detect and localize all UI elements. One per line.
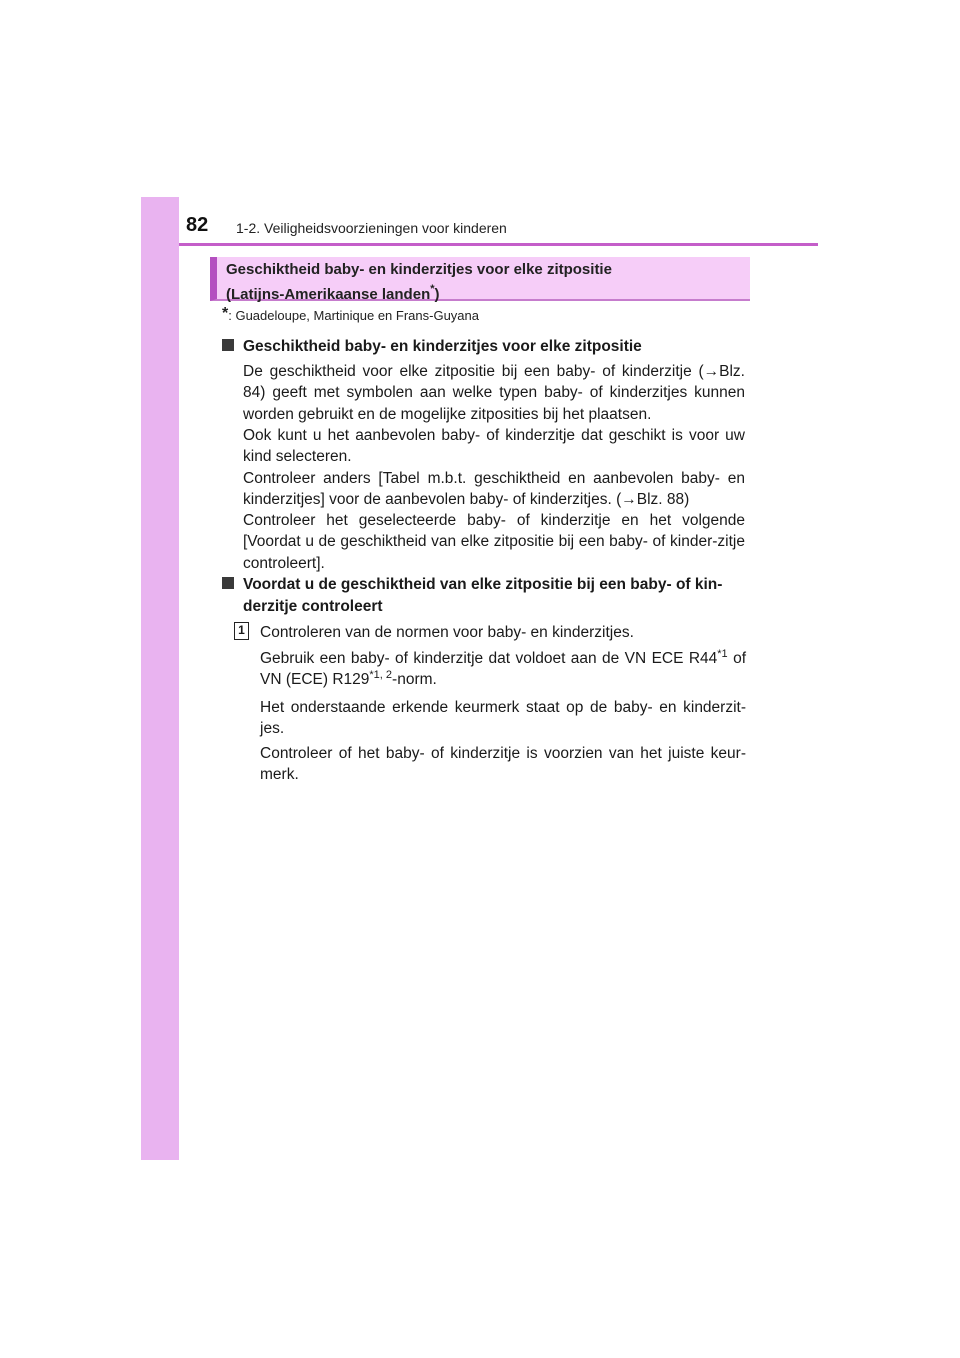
footnote-star: *: [222, 305, 229, 322]
step-paragraph: Het onderstaande erkende keurmerk staat op de baby- en kinderzit-jes.: [260, 699, 746, 738]
section-heading-geschiktheid: [222, 336, 746, 358]
step-text: -norm.: [392, 671, 437, 689]
page-number: 82: [186, 214, 209, 236]
step-text: Gebruik een baby- of kinderzitje dat voldoet aan de VN ECE R44: [260, 650, 718, 667]
paragraph: Controleer het geselecteerde baby- of kinderzitje en het volgende [Voordat u de geschiktheid van elke zitpositie bij een baby- of kinder-zitje controleert].: [243, 512, 745, 572]
step-title: Controleren van de normen voor baby- en kinderzitjes.: [260, 624, 634, 641]
paragraph: Controleer anders [Tabel m.b.t. geschiktheid en aanbevolen baby- en kinderzitjes] voor de aanbevolen baby- of kinderzitjes. (→Blz. 88): [243, 470, 745, 509]
chapter-title: 1-2. Veiligheidsvoorzieningen voor kinderen: [236, 220, 507, 236]
banner-footnote-star: *: [430, 283, 435, 295]
step-paragraph-standards: [260, 648, 746, 691]
step-paragraph: Controleer of het baby- of kinderzitje is voorzien van het juiste keur-merk.: [260, 745, 746, 784]
banner-title-line1: Geschiktheid baby- en kinderzitjes voor elke zitpositie: [226, 261, 612, 278]
section-heading-text: Geschiktheid baby- en kinderzitjes voor elke zitpositie: [243, 338, 642, 355]
section-banner: [210, 257, 750, 301]
paragraph: Ook kunt u het aanbevolen baby- of kinderzitje dat geschikt is voor uw kind selecteren.: [243, 427, 745, 466]
paragraph: De geschiktheid voor elke zitpositie bij een baby- of kinderzitje (→Blz. 84) geeft met symbolen aan welke typen baby- of kinderzitjes kunnen worden gebruikt en de mogelijke zitposities bij het plaatsen.: [243, 363, 745, 423]
header-divider: [179, 243, 818, 246]
chapter-sidebar-tab: [141, 197, 179, 1160]
footnote-ref: *1, 2: [369, 669, 393, 682]
banner-line2-text: (Latijns-Amerikaanse landen: [226, 286, 431, 303]
footnote-ref: *1: [717, 647, 728, 660]
square-bullet-icon: [222, 339, 234, 351]
section-heading-voordat: [222, 574, 746, 618]
footnote: [222, 305, 479, 323]
section-heading-text: Voordat u de geschiktheid van elke zitpositie bij een baby- of kin-derzitje controleert: [243, 576, 723, 615]
banner-title-line2: [226, 280, 750, 305]
footnote-text: : Guadeloupe, Martinique en Frans-Guyana: [228, 308, 479, 323]
banner-line2-close: ): [434, 286, 440, 303]
step-number-badge: 1: [234, 622, 249, 640]
square-bullet-icon: [222, 577, 234, 589]
step-text: of VN (ECE) R129: [260, 650, 747, 689]
